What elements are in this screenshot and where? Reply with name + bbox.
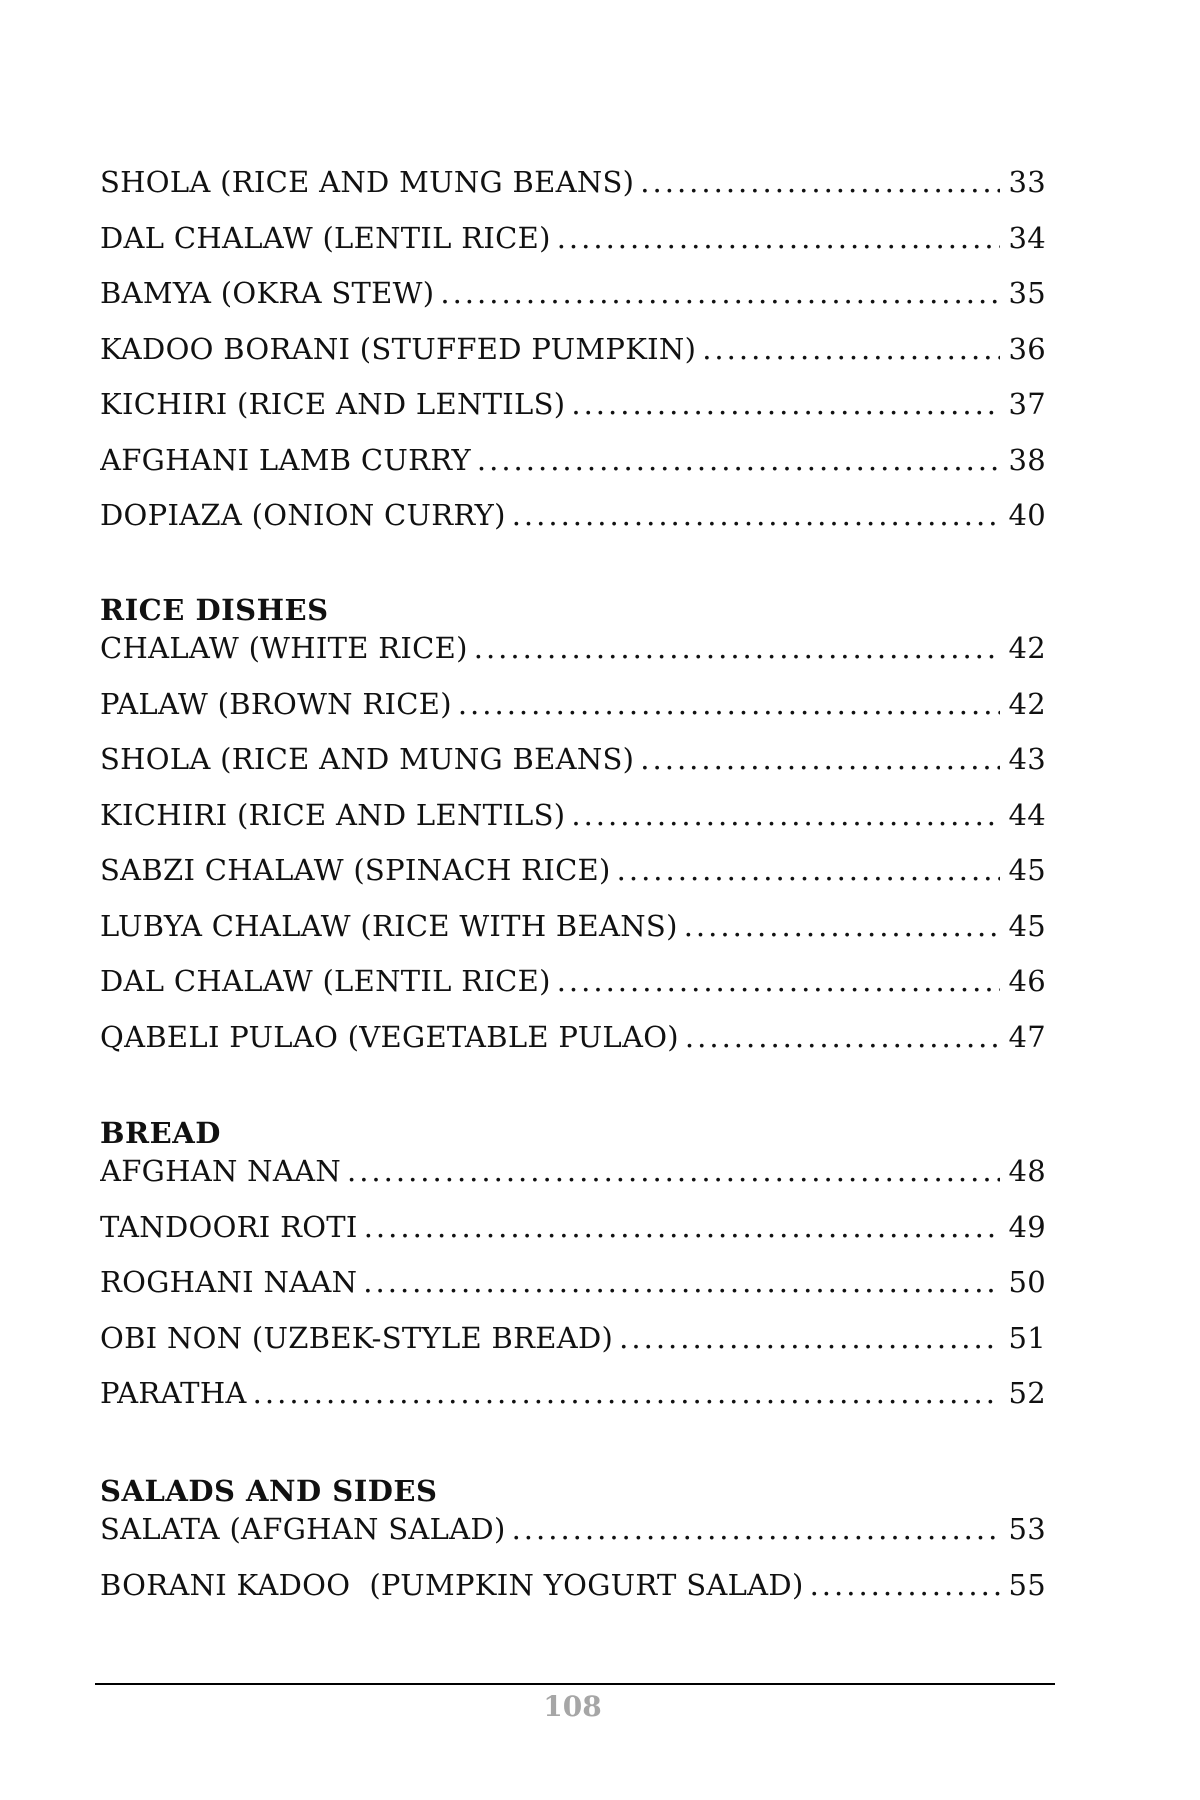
toc-entry[interactable] — [100, 496, 1046, 552]
entry-page-number: 48 — [1008, 1154, 1046, 1188]
toc-section-continued — [100, 163, 1046, 552]
entry-page-number: 38 — [1008, 442, 1046, 477]
toc-entry[interactable] — [100, 163, 1046, 219]
dot-leader — [640, 163, 1000, 201]
toc-entry[interactable] — [100, 1319, 1046, 1375]
entry-title: AFGHAN NAAN — [100, 1154, 341, 1188]
entry-title: LUBYA CHALAW (RICE WITH BEANS) — [100, 908, 678, 943]
section-heading: RICE DISHES — [100, 593, 329, 627]
entry-title: SHOLA (RICE AND MUNG BEANS) — [100, 742, 635, 776]
entry-page-number: 40 — [1008, 498, 1046, 532]
toc-entry[interactable] — [100, 330, 1046, 386]
dot-leader — [685, 1018, 1000, 1056]
entry-page-number: 42 — [1008, 686, 1046, 721]
dot-leader — [512, 496, 1000, 534]
entry-title: AFGHANI LAMB CURRY — [100, 442, 471, 477]
entry-page-number: 36 — [1008, 331, 1046, 366]
dot-leader — [364, 1208, 1000, 1246]
entry-page-number: 50 — [1008, 1265, 1046, 1299]
toc-entry[interactable] — [100, 1374, 1046, 1430]
entry-title: ROGHANI NAAN — [100, 1265, 358, 1299]
entry-title: KADOO BORANI (STUFFED PUMPKIN) — [100, 331, 697, 366]
entry-title: DAL CHALAW (LENTIL RICE) — [100, 964, 551, 998]
entry-page-number: 44 — [1008, 797, 1046, 832]
footer-rule — [95, 1683, 1055, 1685]
dot-leader — [571, 385, 1000, 423]
toc-entry[interactable] — [100, 1208, 1046, 1264]
toc-entry[interactable] — [100, 685, 1046, 741]
dot-leader — [619, 1319, 1000, 1357]
entry-title: SABZI CHALAW (SPINACH RICE) — [100, 853, 611, 887]
entry-page-number: 43 — [1008, 742, 1046, 776]
dot-leader — [557, 962, 1000, 1000]
entry-page-number: 55 — [1008, 1567, 1046, 1602]
dot-leader — [347, 1152, 1000, 1190]
toc-page — [100, 0, 1046, 1800]
section-heading: SALADS AND SIDES — [100, 1474, 438, 1508]
toc-entry[interactable] — [100, 385, 1046, 441]
entry-page-number: 46 — [1008, 964, 1046, 998]
entry-title: TANDOORI ROTI — [100, 1209, 358, 1244]
toc-entry[interactable] — [100, 441, 1046, 497]
section-heading: BREAD — [100, 1116, 221, 1150]
entry-page-number: 37 — [1008, 387, 1046, 421]
dot-leader — [477, 441, 1000, 479]
entry-title: BAMYA (OKRA STEW) — [100, 276, 435, 310]
dot-leader — [253, 1374, 1000, 1412]
dot-leader — [512, 1510, 1000, 1548]
entry-page-number: 34 — [1008, 220, 1046, 255]
dot-leader — [571, 796, 1000, 834]
entry-page-number: 45 — [1008, 853, 1046, 887]
entry-page-number: 51 — [1008, 1320, 1046, 1355]
entry-title: KICHIRI (RICE AND LENTILS) — [100, 387, 566, 421]
entry-title: BORANI KADOO (PUMPKIN YOGURT SALAD) — [100, 1567, 804, 1602]
entry-title: PALAW (BROWN RICE) — [100, 686, 452, 721]
entry-page-number: 47 — [1008, 1019, 1046, 1054]
entry-page-number: 33 — [1008, 165, 1046, 199]
dot-leader — [810, 1566, 1000, 1604]
dot-leader — [474, 629, 1000, 667]
toc-entry[interactable] — [100, 796, 1046, 852]
entry-page-number: 53 — [1008, 1512, 1046, 1546]
entry-title: DOPIAZA (ONION CURRY) — [100, 498, 506, 532]
toc-entry[interactable] — [100, 1510, 1046, 1566]
dot-leader — [640, 740, 1000, 778]
toc-entry[interactable] — [100, 962, 1046, 1018]
dot-leader — [702, 330, 1000, 368]
page-number: 108 — [543, 1690, 602, 1723]
entry-page-number: 45 — [1008, 908, 1046, 943]
toc-entry[interactable] — [100, 219, 1046, 275]
entry-title: SHOLA (RICE AND MUNG BEANS) — [100, 165, 635, 199]
dot-leader — [458, 685, 1000, 723]
toc-entry[interactable] — [100, 1152, 1046, 1208]
entry-title: PARATHA — [100, 1376, 247, 1410]
dot-leader — [684, 907, 1000, 945]
dot-leader — [617, 851, 1000, 889]
dot-leader — [363, 1263, 1000, 1301]
toc-entry[interactable] — [100, 907, 1046, 963]
entry-title: KICHIRI (RICE AND LENTILS) — [100, 797, 566, 832]
toc-entry[interactable] — [100, 274, 1046, 330]
toc-entry[interactable] — [100, 1018, 1046, 1074]
entry-page-number: 49 — [1008, 1209, 1046, 1244]
toc-section-rice-dishes — [100, 591, 1046, 1073]
entry-page-number: 42 — [1008, 631, 1046, 665]
toc-entry[interactable] — [100, 1263, 1046, 1319]
entry-page-number: 35 — [1008, 276, 1046, 310]
dot-leader — [557, 219, 1000, 257]
entry-title: OBI NON (UZBEK-STYLE BREAD) — [100, 1320, 614, 1355]
dot-leader — [440, 274, 1000, 312]
entry-title: QABELI PULAO (VEGETABLE PULAO) — [100, 1019, 679, 1054]
toc-entry[interactable] — [100, 1566, 1046, 1622]
toc-entry[interactable] — [100, 629, 1046, 685]
toc-section-salads-and-sides — [100, 1472, 1046, 1621]
toc-entry[interactable] — [100, 740, 1046, 796]
entry-title: CHALAW (WHITE RICE) — [100, 631, 468, 665]
toc-section-bread — [100, 1114, 1046, 1430]
toc-entry[interactable] — [100, 851, 1046, 907]
entry-title: DAL CHALAW (LENTIL RICE) — [100, 220, 551, 255]
entry-page-number: 52 — [1008, 1376, 1046, 1410]
entry-title: SALATA (AFGHAN SALAD) — [100, 1512, 506, 1546]
